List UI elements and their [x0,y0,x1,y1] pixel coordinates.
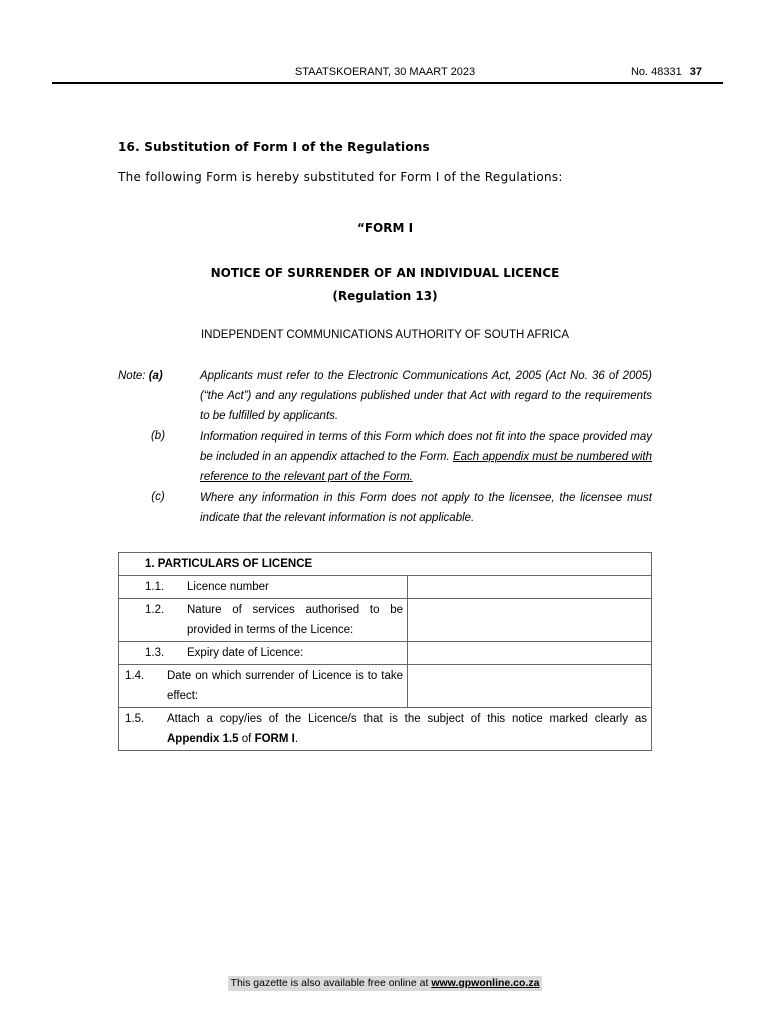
header-rule [52,82,723,84]
nature-of-services-field[interactable] [408,599,652,642]
table-row: 1.4. Date on which surrender of Licence is to take effect: [119,665,652,708]
footer-link[interactable]: www.gpwonline.co.za [431,977,540,989]
note-label: Note: (a) [118,370,163,382]
table-row: 1.1. Licence number [119,576,652,599]
footer-banner: This gazette is also available free online at www.gpwonline.co.za [228,976,542,991]
table-heading-row [119,553,652,576]
regulation-title: (Regulation 13) [332,289,438,303]
note-b-letter: (b) [150,430,166,442]
table-heading: 1. PARTICULARS OF LICENCE [145,558,313,570]
form-title: “FORM I [356,221,414,235]
table-row: 1.3. Expiry date of Licence: [119,642,652,665]
section-heading: 16. Substitution of Form I of the Regulations [118,140,430,154]
attach-instruction: Attach a copy/ies of the Licence/s that is the subject of this notice marked clearly as Appendix 1.5 of FORM I. [167,713,647,745]
note-c-text: Where any information in this Form does not apply to the licensee, the licensee must indicate that the relevant information is not applicable. [200,492,652,524]
authority-name: INDEPENDENT COMMUNICATIONS AUTHORITY OF SOUTH AFRICA [200,329,570,341]
notice-title: NOTICE OF SURRENDER OF AN INDIVIDUAL LICENCE [210,266,560,280]
section-intro: The following Form is hereby substituted for Form I of the Regulations: [118,170,563,184]
gazette-header: STAATSKOERANT, 30 MAART 2023 [294,66,476,78]
page-number: 37 [689,66,702,78]
surrender-date-field[interactable] [408,665,652,708]
note-a-text: Applicants must refer to the Electronic Communications Act, 2005 (Act No. 36 of 2005) (“the Act”) and any regulations published under that Act with regard to the requirements to be fulfilled by applicants. [200,370,652,422]
note-a-letter: (a) [148,370,163,382]
note-b-underlined: Each appendix must be numbered with reference to the relevant part of the Form. [200,451,652,483]
licence-particulars-table [118,552,652,751]
note-b-text: Information required in terms of this Form which does not fit into the space provided may be included in an appendix attached to the Form. Each appendix must be numbered with reference to the relevant part of the Form. [200,431,652,483]
gazette-number [631,66,702,78]
table-row: 1.2. Nature of services authorised to be provided in terms of the Licence: [119,599,652,642]
note-c-letter: (c) [151,491,165,503]
expiry-date-field[interactable] [408,642,652,665]
issue-number: No. 48331 [630,66,682,78]
table-row: 1.5. Attach a copy/ies of the Licence/s that is the subject of this notice marked clearly as Appendix 1.5 of FORM I. [119,708,652,751]
licence-number-field[interactable] [408,576,652,599]
